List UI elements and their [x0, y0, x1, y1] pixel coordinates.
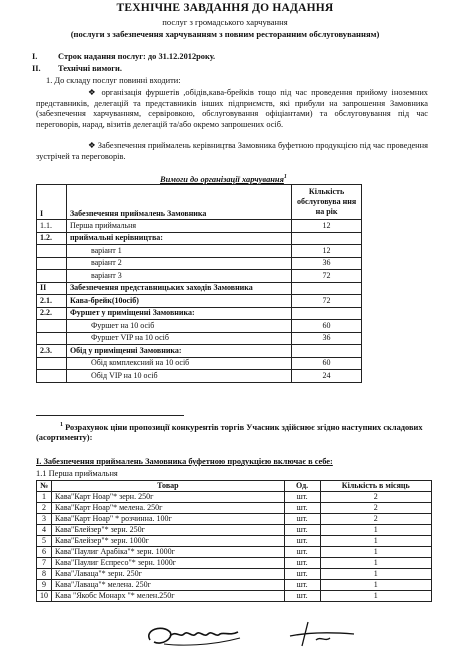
goods-cell-num: 9	[37, 580, 52, 591]
requirements-row	[37, 257, 362, 270]
requirements-cell-num: 2.2.	[37, 307, 67, 320]
requirements-cell-num: 2.3.	[37, 345, 67, 358]
requirements-table-body	[37, 220, 362, 383]
goods-row	[37, 492, 432, 503]
requirements-cell-name: Забезпечення представницьких заходів Замовника	[66, 282, 291, 295]
goods-cell-name: Кава "Якобс Монарх "* мелен.250г	[52, 591, 285, 602]
requirements-cell-num: 1.1.	[37, 220, 67, 233]
section-2-text: Технічні вимоги.	[58, 64, 122, 73]
requirements-cell-num	[37, 270, 67, 283]
requirements-cell-name: Обід комплексний на 10 осіб	[66, 357, 291, 370]
goods-cell-qty: 1	[320, 547, 431, 558]
goods-cell-num: 5	[37, 536, 52, 547]
goods-cell-unit: шт.	[284, 558, 320, 569]
section-1-text: Строк надання послуг: до 31.12.2012року.	[58, 52, 216, 61]
requirements-row	[37, 295, 362, 308]
requirements-cell-name: Фуршет на 10 осіб	[66, 320, 291, 333]
goods-cell-name: Кава"Паулиг Арабіка"* зерн. 1000г	[52, 547, 285, 558]
requirements-cell-qty	[292, 282, 362, 295]
requirements-cell-qty: 72	[292, 270, 362, 283]
goods-cell-qty: 1	[320, 569, 431, 580]
requirements-cell-num	[37, 370, 67, 383]
header-cell-num: I	[37, 185, 67, 220]
goods-row	[37, 514, 432, 525]
goods-cell-num: 10	[37, 591, 52, 602]
requirements-table-header	[37, 185, 362, 220]
requirements-cell-name: варіант 3	[66, 270, 291, 283]
document-subtitle: послуг з громадського харчування	[162, 17, 288, 27]
goods-cell-unit: шт.	[284, 591, 320, 602]
goods-cell-qty: 2	[320, 492, 431, 503]
goods-row	[37, 503, 432, 514]
requirements-cell-qty: 24	[292, 370, 362, 383]
goods-cell-unit: шт.	[284, 547, 320, 558]
goods-cell-qty: 1	[320, 591, 431, 602]
requirements-row	[37, 282, 362, 295]
requirements-cell-num	[37, 320, 67, 333]
requirements-cell-name: Обід у приміщенні Замовника:	[66, 345, 291, 358]
goods-cell-name: Кава"Блейзер"* зерн. 250г	[52, 525, 285, 536]
goods-cell-name: Кава"Карт Ноар"* мелена. 250г	[52, 503, 285, 514]
requirements-cell-qty	[292, 307, 362, 320]
goods-cell-num: 3	[37, 514, 52, 525]
header-cell-name: Забезпечення приймалень Замовника	[66, 185, 291, 220]
requirements-cell-qty: 60	[292, 357, 362, 370]
goods-cell-num: 4	[37, 525, 52, 536]
requirements-cell-num: 1.2.	[37, 232, 67, 245]
goods-cell-unit: шт.	[284, 525, 320, 536]
requirements-cell-qty: 72	[292, 295, 362, 308]
goods-table	[36, 480, 432, 602]
footnote-text	[36, 420, 428, 444]
goods-table-body	[37, 492, 432, 602]
goods-cell-name: Кава"Карт Ноар"* зерн. 250г	[52, 492, 285, 503]
requirements-cell-qty	[292, 232, 362, 245]
goods-row	[37, 536, 432, 547]
requirements-cell-name: Фуршет у приміщенні Замовника:	[66, 307, 291, 320]
requirements-row	[37, 307, 362, 320]
footnote-mark: 1	[60, 422, 63, 428]
requirements-cell-num	[37, 357, 67, 370]
goods-header-unit: Од.	[284, 481, 320, 492]
goods-cell-qty: 1	[320, 580, 431, 591]
goods-row	[37, 525, 432, 536]
requirements-cell-name: приймальні керівництва:	[66, 232, 291, 245]
requirements-cell-name: варіант 2	[66, 257, 291, 270]
goods-cell-qty: 1	[320, 536, 431, 547]
requirements-row	[37, 270, 362, 283]
goods-cell-num: 7	[37, 558, 52, 569]
section-I-heading: I. Забезпечення приймалень Замовника буфетною продукцією включає в себе:	[36, 457, 333, 466]
goods-cell-num: 6	[37, 547, 52, 558]
goods-header-qty: Кількість в місяць	[320, 481, 431, 492]
goods-cell-qty: 2	[320, 503, 431, 514]
goods-row	[37, 591, 432, 602]
goods-row	[37, 580, 432, 591]
requirements-caption-footnote-mark: 1	[283, 174, 287, 180]
requirements-cell-name: Перша приймальня	[66, 220, 291, 233]
item-1-text: 1. До складу послуг повинні входити:	[46, 76, 181, 85]
goods-cell-unit: шт.	[284, 580, 320, 591]
document-title: ТЕХНІЧНЕ ЗАВДАННЯ ДО НАДАННЯ	[116, 2, 334, 14]
document-subtitle-2: (послуги з забезпечення харчуванням з повним ресторанним обслуговуванням)	[70, 29, 380, 39]
requirements-cell-num	[37, 332, 67, 345]
goods-cell-unit: шт.	[284, 536, 320, 547]
requirements-cell-num	[37, 257, 67, 270]
goods-header-num: №	[37, 481, 52, 492]
goods-cell-name: Кава"Карт Ноар" * розчинна. 100г	[52, 514, 285, 525]
requirements-row	[37, 220, 362, 233]
goods-row	[37, 558, 432, 569]
requirements-cell-qty: 36	[292, 257, 362, 270]
bullet-paragraph-2: ❖ Забезпечення приймалень керівництва Замовника буфетною продукцією під час проведення зустрічей та переговорів.	[36, 141, 428, 161]
goods-header-name: Товар	[52, 481, 285, 492]
requirements-row	[37, 370, 362, 383]
requirements-cell-qty	[292, 345, 362, 358]
goods-table-header	[37, 481, 432, 492]
goods-cell-unit: шт.	[284, 569, 320, 580]
goods-cell-unit: шт.	[284, 514, 320, 525]
header-cell-qty: Кількість обслуговува ння на рік	[292, 185, 362, 220]
goods-cell-name: Кава"Лаваца"* зерн. 250г	[52, 569, 285, 580]
requirements-cell-name: Обід VIP на 10 осіб	[66, 370, 291, 383]
requirements-row	[37, 320, 362, 333]
requirements-row	[37, 357, 362, 370]
requirements-table	[36, 184, 362, 383]
requirements-cell-name: Фуршет VIP на 10 осіб	[66, 332, 291, 345]
requirements-cell-name: Кава-брейк(10осіб)	[66, 295, 291, 308]
goods-cell-name: Кава"Лаваца"* мелена. 250г	[52, 580, 285, 591]
requirements-row	[37, 232, 362, 245]
goods-cell-unit: шт.	[284, 492, 320, 503]
requirements-row	[37, 345, 362, 358]
goods-cell-qty: 2	[320, 514, 431, 525]
requirements-cell-qty: 60	[292, 320, 362, 333]
footnote-divider	[36, 415, 184, 416]
goods-cell-name: Кава"Блейзер"* зерн. 1000г	[52, 536, 285, 547]
footnote-body: Розрахунок ціни пропозиції конкурентів торгів Учасник здійснює згідно наступних складових (асортименту):	[36, 422, 423, 443]
section-1-number: I.	[32, 52, 38, 61]
requirements-cell-num	[37, 245, 67, 258]
requirements-row	[37, 332, 362, 345]
requirements-cell-name: варіант 1	[66, 245, 291, 258]
goods-cell-unit: шт.	[284, 503, 320, 514]
goods-cell-num: 8	[37, 569, 52, 580]
subsection-1-1: 1.1 Перша приймальня	[36, 469, 118, 478]
goods-cell-num: 1	[37, 492, 52, 503]
section-2-number: II.	[32, 64, 41, 73]
goods-cell-num: 2	[37, 503, 52, 514]
bullet-paragraph-1: ❖ організація фуршетів ,обідів,кава-брейків тощо під час проведення прийому іноземних представників, делегацій та представників інших підприємств, які прибули на запрошення Замовника (забезпечення харчуванням, сервіровкою, обслуговування офіціантами) та обслуговування під час переговорів, нарад, візитів делегацій та/або окремо запрошених осіб.	[36, 88, 428, 129]
requirements-caption-text: Вимоги до організації харчування	[160, 174, 284, 184]
goods-row	[37, 547, 432, 558]
requirements-cell-qty: 12	[292, 245, 362, 258]
signature-image	[140, 616, 370, 654]
requirements-cell-num: II	[37, 282, 67, 295]
goods-row	[37, 569, 432, 580]
requirements-row	[37, 245, 362, 258]
goods-cell-qty: 1	[320, 525, 431, 536]
goods-cell-name: Кава"Паулиг Еспресо"* зерн. 1000г	[52, 558, 285, 569]
goods-cell-qty: 1	[320, 558, 431, 569]
requirements-cell-qty: 12	[292, 220, 362, 233]
requirements-cell-qty: 36	[292, 332, 362, 345]
requirements-cell-num: 2.1.	[37, 295, 67, 308]
